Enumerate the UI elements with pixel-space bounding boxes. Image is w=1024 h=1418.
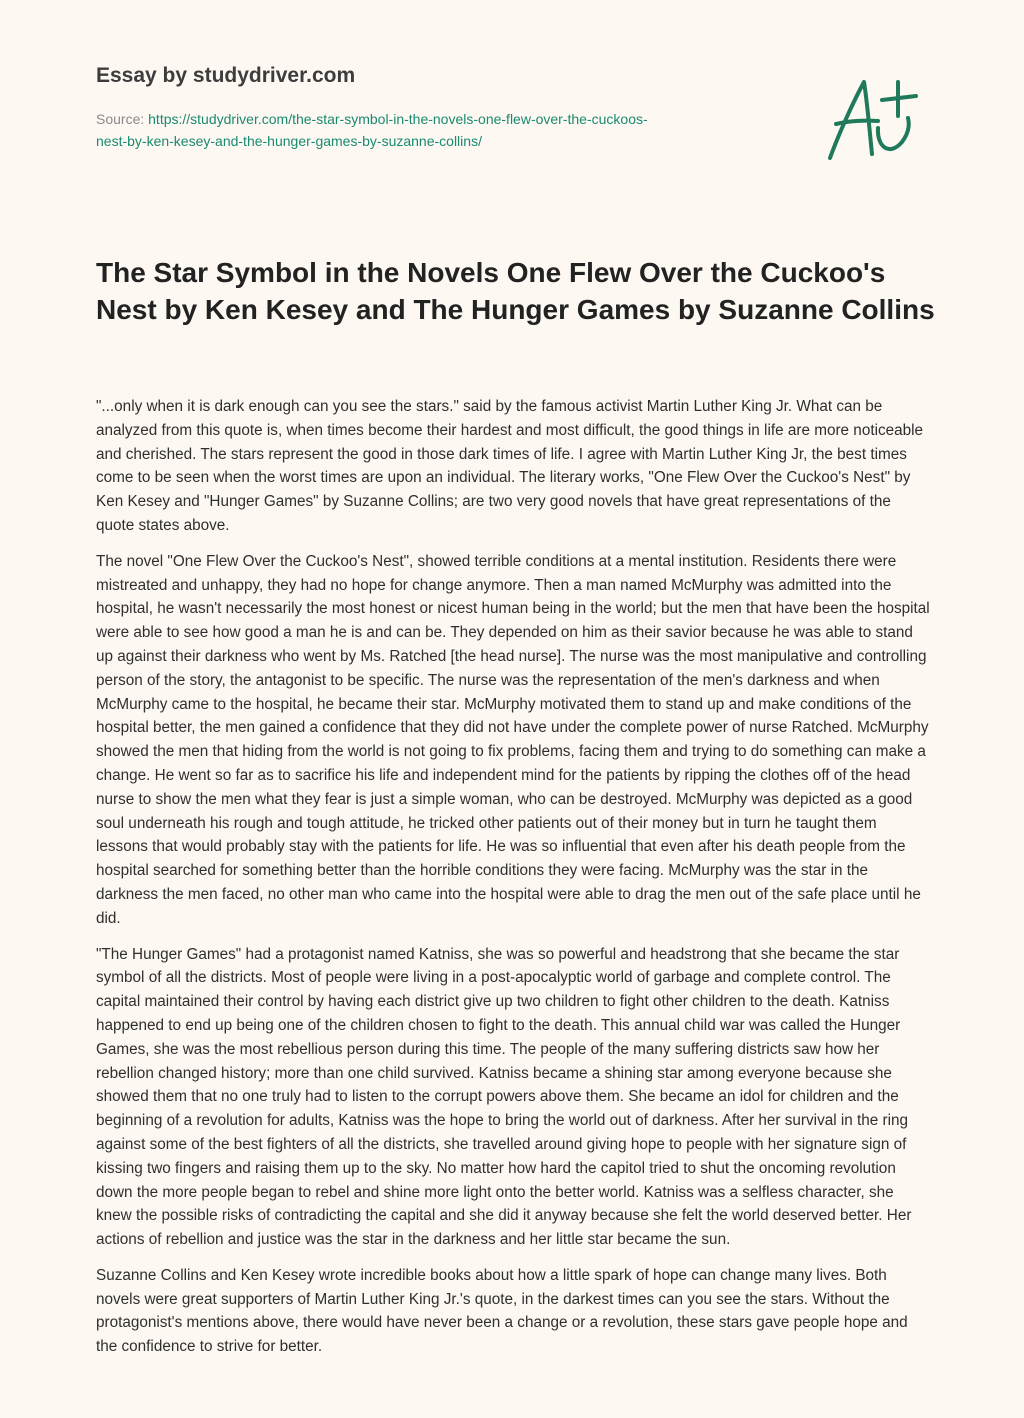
a-plus-logo-icon [822,70,932,166]
paragraph: The novel "One Flew Over the Cuckoo's Nest", showed terrible conditions at a mental institution. Residents there were mistreated and unhappy, they had no hope for change anymore. Then a man named McMurphy was admitted into the hospital, he wasn't necessarily the most honest or nicest human being in the world; but the men that have been the hospital were able to see how good a man he is and can be. They depended on him as their savior because he was able to stand up against their darkness who went by Ms. Ratched [the head nurse]. The nurse was the most manipulative and controlling person of the story, the antagonist to be specific. The nurse was the representation of the men's darkness and when McMurphy came to the hospital, he became their star. McMurphy motivated them to stand up and make conditions of the hospital better, the men gained a confidence that they did not have under the complete power of nurse Ratched. McMurphy showed the men that hiding from the world is not going to fix problems, facing them and trying to do something can make a change. He went so far as to sacrifice his life and independent mind for the patients by ripping the clothes off of the head nurse to show the men what they fear is just a simple woman, who can be destroyed. McMurphy was depicted as a good soul underneath his rough and tough attitude, he tricked other patients out of their money but in turn he taught them lessons that would probably stay with the patients for life. He was so influential that even after his death people from the hospital searched for something better than the horrible conditions they were facing. McMurphy was the star in the darkness the men faced, no other man who came into the hospital were able to drag the men out of the safe place until he did. [96,552,930,927]
site-title: Essay by studydriver.com [96,64,356,87]
source-line [96,108,796,152]
essay-body [96,395,932,1371]
essay-title: The Star Symbol in the Novels One Flew Over the Cuckoo's Nest by Ken Kesey and The Hunger Games by Suzanne Collins [96,257,935,325]
source-label: Source: [96,111,149,127]
page-header [96,62,796,152]
source-link-line-2: nest-by-ken-kesey-and-the-hunger-games-by-suzanne-collins/ [96,133,482,149]
source-link-line-1: https://studydriver.com/the-star-symbol-in-the-novels-one-flew-over-the-cuckoos- [148,111,648,127]
paragraph: "The Hunger Games" had a protagonist named Katniss, she was so powerful and headstrong that she became the star symbol of all the districts. Most of people were living in a post-apocalyptic world of garbage and complete control. The capital maintained their control by having each district give up two children to fight other children to the death. Katniss happened to end up being one of the children chosen to fight to the death. This annual child war was called the Hunger Games, she was the most rebellious person during this time. The people of the many suffering districts saw how her rebellion changed history; more than one child survived. Katniss became a shining star among everyone because she showed them that no one truly had to listen to the corrupt powers above them. She became an idol for children and the beginning of a revolution for adults, Katniss was the hope to bring the world out of darkness. After her survival in the ring against some of the best fighters of all the districts, she travelled around giving hope to people with her signature sign of kissing two fingers and raising them up to the sky. No matter how hard the capitol tried to shut the oncoming revolution down the more people began to rebel and shine more light onto the better world. Katniss was a selfless character, she knew the possible risks of contradicting the capital and she did it anyway because she felt the world deserved better. Her actions of rebellion and justice was the star in the darkness and her little star became the sun. [96,945,912,1249]
paragraph: Suzanne Collins and Ken Kesey wrote incredible books about how a little spark of hope can change many lives. Both novels were great supporters of Martin Luther King Jr.'s quote, in the darkest times can you see the stars. Without the protagonist's mentions above, there would have never been a change or a revolution, these stars gave people hope and the confidence to strive for better. [96,1266,908,1356]
source-link[interactable] [96,111,648,149]
paragraph: "...only when it is dark enough can you see the stars." said by the famous activist Martin Luther King Jr. What can be analyzed from this quote is, when times become their hardest and most difficult, the good things in life are more noticeable and cherished. The stars represent the good in those dark times of life. I agree with Martin Luther King Jr, the best times come to be seen when the worst times are upon an individual. The literary works, "One Flew Over the Cuckoo's Nest" by Ken Kesey and "Hunger Games" by Suzanne Collins; are two very good novels that have great representations of the quote states above. [96,398,924,534]
